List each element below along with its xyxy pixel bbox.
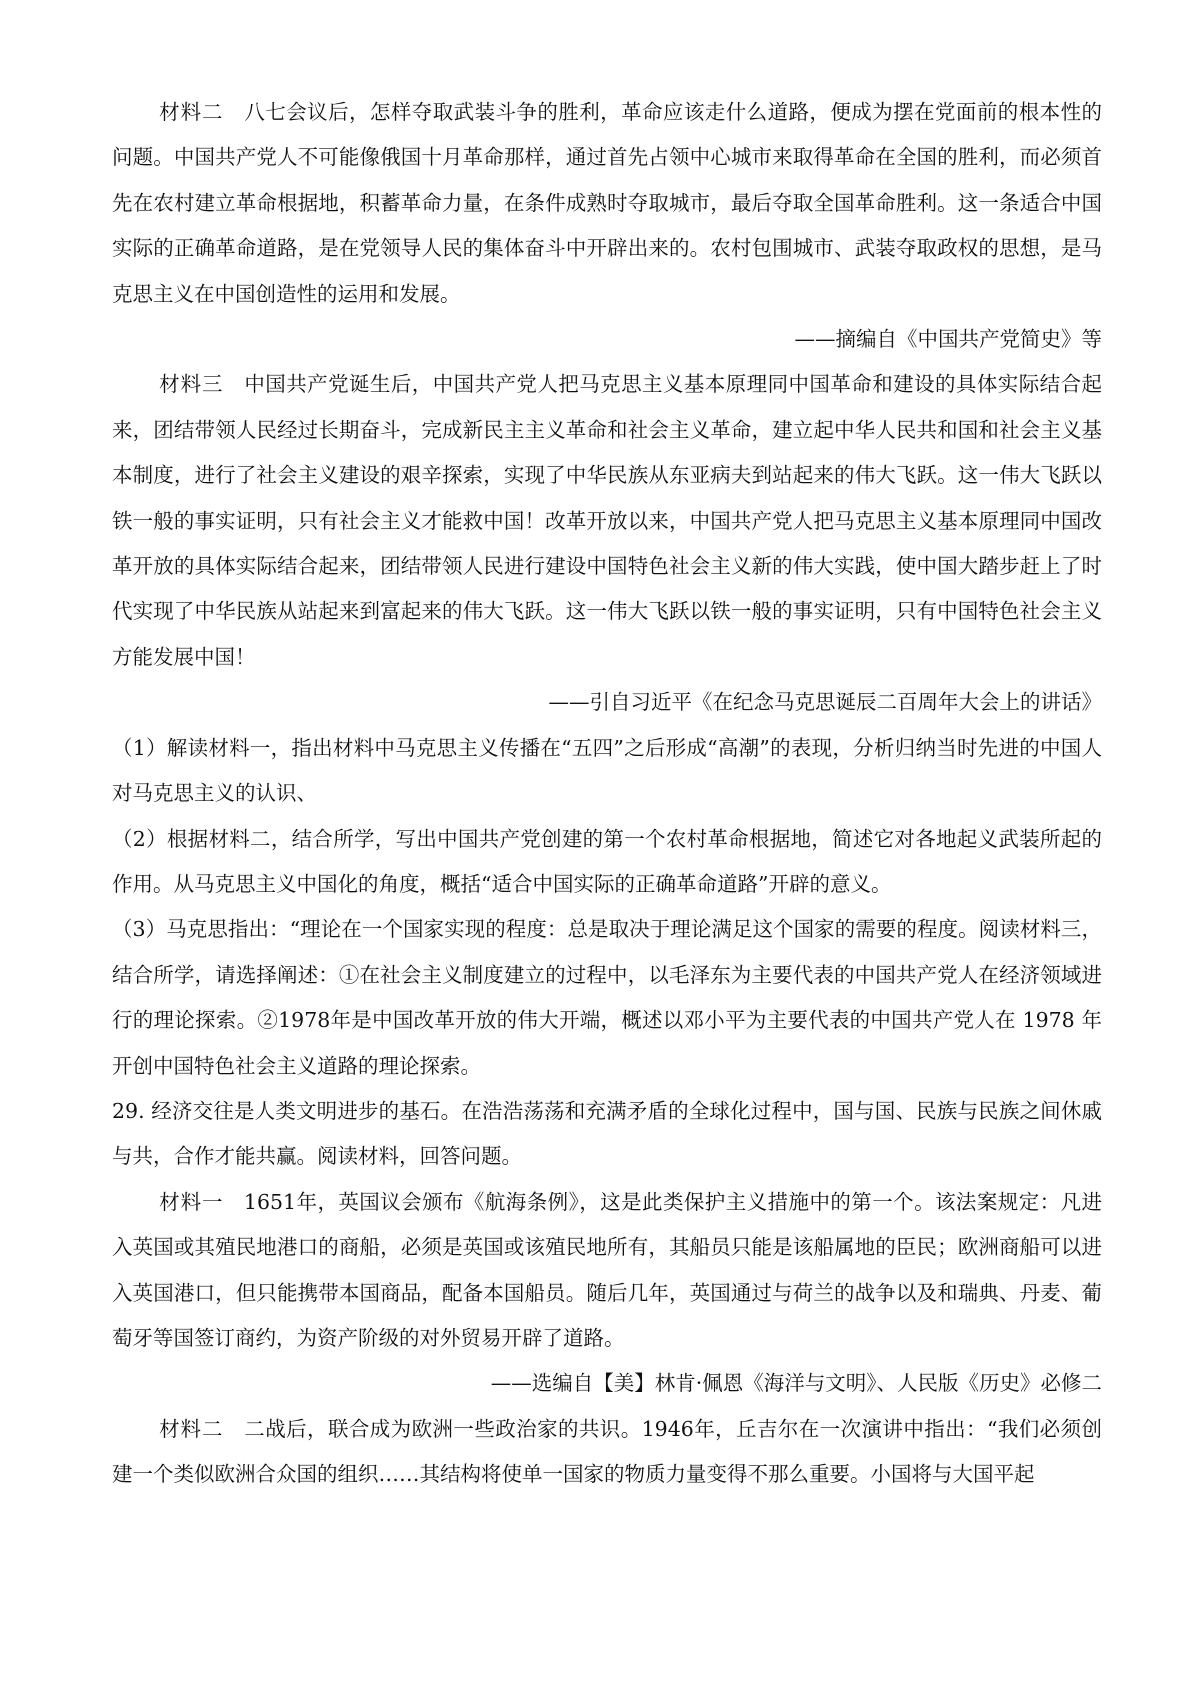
material-label: 材料一 (159, 1189, 224, 1214)
material-text: 中国共产党诞生后，中国共产党人把马克思主义基本原理同中国革命和建设的具体实际结合起来，团结带领人民经过长期奋斗，完成新民主主义革命和社会主义革命，建立起中华人民共和国和社会主义基本制度，进行了社会主义建设的艰辛探索，实现了中华民族从东亚病夫到站起来的伟大飞跃。这一伟大飞跃以铁一般的事实证明，只有社会主义才能救中国！改革开放以来，中国共产党人把马克思主义基本原理同中国改革开放的具体实际结合起来，团结带领人民进行建设中国特色社会主义新的伟大实践，使中国大踏步赶上了时代实现了中华民族从站起来到富起来的伟大飞跃。这一伟大飞跃以铁一般的事实证明，只有中国特色社会主义方能发展中国！ (112, 372, 1103, 669)
question-3: （3）马克思指出：“理论在一个国家实现的程度：总是取决于理论满足这个国家的需要的程度。阅读材料三，结合所学，请选择阐述：①在社会主义制度建立的过程中，以毛泽东为主要代表的中国共产党人在经济领域进行的理论探索。②1978年是中国改革开放的伟大开端，概述以邓小平为主要代表的中国共产党人在 1978 年开创中国特色社会主义道路的理论探索。 (112, 917, 1102, 1078)
question-2: （2）根据材料二，结合所学，写出中国共产党创建的第一个农村革命根据地，简述它对各地起义武装所起的作用。从马克思主义中国化的角度，概括“适合中国实际的正确革命道路”开辟的意义。 (112, 826, 1102, 896)
material-2b-paragraph (112, 1407, 1102, 1498)
material-text: 二战后，联合成为欧洲一些政治家的共识。1946年，丘吉尔在一次演讲中指出：“我们必须创建一个类似欧洲合众国的组织……其结构将使单一国家的物质力量变得不那么重要。小国将与大国平起 (112, 1416, 1103, 1487)
source-citation: ——选编自【美】林肯·佩恩《海洋与文明》、人民版《历史》必修二 (490, 1371, 1102, 1396)
material-text: 八七会议后，怎样夺取武装斗争的胜利，革命应该走什么道路，便成为摆在党面前的根本性的问题。中国共产党人不可能像俄国十月革命那样，通过首先占领中心城市来取得革命在全国的胜利，而必须首先在农村建立革命根据地，积蓄革命力量，在条件成熟时夺取城市，最后夺取全国革命胜利。这一条适合中国实际的正确革命道路，是在党领导人民的集体奋斗中开辟出来的。农村包围城市、武装夺取政权的思想，是马克思主义在中国创造性的运用和发展。 (112, 100, 1103, 306)
material-3-paragraph (112, 362, 1102, 680)
question-1: （1）解读材料一，指出材料中马克思主义传播在“五四”之后形成“高潮”的表现，分析归纳当时先进的中国人对马克思主义的认识、 (112, 735, 1102, 806)
material-text: 1651年，英国议会颁布《航海条例》，这是此类保护主义措施中的第一个。该法案规定：凡进入英国或其殖民地港口的商船，必须是英国或该殖民地所有，其船员只能是该船属地的臣民；欧洲商船可以进入英国港口，但只能携带本国商品，配备本国船员。随后几年，英国通过与荷兰的战争以及和瑞典、丹麦、葡萄牙等国签订商约，为资产阶级的对外贸易开辟了道路。 (112, 1189, 1102, 1350)
material-label: 材料二 (159, 1416, 224, 1441)
material-2-paragraph (112, 90, 1102, 317)
source-citation: ——摘编自《中国共产党简史》等 (794, 327, 1102, 352)
material-label: 材料三 (159, 372, 224, 397)
material-1-paragraph (112, 1180, 1102, 1362)
material-label: 材料二 (159, 100, 224, 124)
source-citation: ——引自习近平《在纪念马克思诞辰二百周年大会上的讲话》 (548, 690, 1102, 715)
question-29-stem: 29. 经济交往是人类文明进步的基石。在浩浩荡荡和充满矛盾的全球化过程中，国与国、民族与民族之间休戚与共，合作才能共赢。阅读材料，回答问题。 (112, 1098, 1102, 1169)
exam-page (112, 90, 1102, 1498)
